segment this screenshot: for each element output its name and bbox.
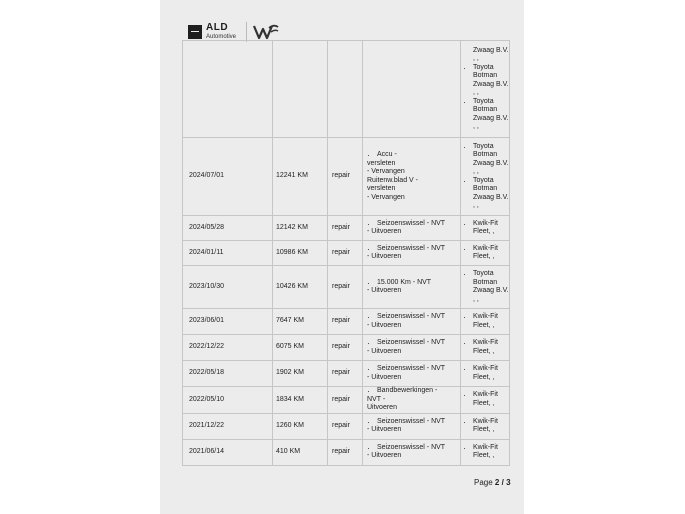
description-line: - Uitvoeren xyxy=(367,347,402,355)
mileage: 12142 KM xyxy=(273,216,328,241)
description-list xyxy=(367,245,460,254)
vendor-cell xyxy=(461,387,510,414)
description-line: - Uitvoeren xyxy=(367,373,402,381)
table-row xyxy=(183,439,510,465)
description-line: - Uitvoeren xyxy=(367,321,402,329)
service-description xyxy=(363,361,461,387)
description-item xyxy=(377,279,460,288)
vendor-item: • Toyota Botman Zwaag B.V. , , xyxy=(473,98,509,132)
mileage: 7647 KM xyxy=(273,309,328,335)
service-description xyxy=(363,138,461,216)
vendor-cell xyxy=(461,439,510,465)
leaseplan-logo-icon xyxy=(252,22,280,42)
mileage: 6075 KM xyxy=(273,335,328,361)
description-list xyxy=(367,418,460,427)
service-type: repair xyxy=(328,361,363,387)
service-date: 2021/12/22 xyxy=(183,413,273,439)
vendor-list xyxy=(463,418,509,435)
mileage: 10986 KM xyxy=(273,241,328,266)
vendor-item: • Kwik-Fit Fleet, , xyxy=(473,313,509,330)
mileage: 1902 KM xyxy=(273,361,328,387)
description-item xyxy=(377,418,460,427)
service-date: 2021/06/14 xyxy=(183,439,273,465)
vendor-cell xyxy=(461,266,510,309)
description-item xyxy=(377,220,460,229)
vendor-list xyxy=(463,220,509,237)
service-type: repair xyxy=(328,241,363,266)
description-item xyxy=(377,339,460,348)
service-type: repair xyxy=(328,387,363,414)
vendor-cell xyxy=(461,413,510,439)
vendor-item: • Kwik-Fit Fleet, , xyxy=(473,444,509,461)
table-row xyxy=(183,309,510,335)
description-list xyxy=(367,387,460,396)
description-list xyxy=(367,151,460,160)
mileage: 12241 KM xyxy=(273,138,328,216)
vendor-item: • Kwik-Fit Fleet, , xyxy=(473,339,509,356)
vendor-item: • Kwik-Fit Fleet, , xyxy=(473,365,509,382)
service-type: repair xyxy=(328,138,363,216)
service-type: repair xyxy=(328,216,363,241)
empty-cell xyxy=(328,41,363,138)
mileage: 1834 KM xyxy=(273,387,328,414)
description-line: versleten xyxy=(367,185,396,192)
description-first-line: Seizoenswissel - NVT xyxy=(377,219,446,227)
vendor-item: • Toyota Botman Zwaag B.V. , , xyxy=(473,64,509,98)
description-list xyxy=(367,339,460,348)
vendor-list xyxy=(463,365,509,382)
service-date: 2024/01/11 xyxy=(183,241,273,266)
vendor-list xyxy=(463,339,509,356)
description-line: - Uitvoeren xyxy=(367,452,402,459)
description-line: versleten xyxy=(367,159,396,167)
description-line: Ruitenw.blad V - xyxy=(367,176,418,184)
service-description xyxy=(363,335,461,361)
page-total: 3 xyxy=(506,478,511,487)
description-line: Uitvoeren xyxy=(367,404,397,411)
empty-cell xyxy=(183,41,273,138)
brand-subtitle: Automotive xyxy=(206,34,237,40)
vendor-list xyxy=(463,391,509,408)
description-line: - Uitvoeren xyxy=(367,253,402,260)
vendor-cell xyxy=(461,335,510,361)
table-row xyxy=(183,387,510,414)
mileage: 1260 KM xyxy=(273,413,328,439)
service-date: 2023/10/30 xyxy=(183,266,273,309)
description-list xyxy=(367,220,460,229)
description-item xyxy=(377,365,460,374)
service-description xyxy=(363,266,461,309)
page-label: Page xyxy=(474,478,493,487)
description-line: NVT - xyxy=(367,395,386,403)
description-first-line: Seizoenswissel - NVT xyxy=(377,365,446,372)
ald-logo-mark xyxy=(188,25,202,39)
description-item xyxy=(377,387,460,396)
description-item xyxy=(377,444,460,453)
vendor-item: • Kwik-Fit Fleet, , xyxy=(473,418,509,435)
empty-cell xyxy=(363,41,461,138)
table-body xyxy=(183,41,510,466)
vendor-cell xyxy=(461,241,510,266)
description-first-line: Seizoenswissel - NVT xyxy=(377,244,446,252)
service-description xyxy=(363,216,461,241)
description-item xyxy=(377,245,460,254)
service-description xyxy=(363,439,461,465)
service-type: repair xyxy=(328,309,363,335)
vendor-list xyxy=(463,245,509,262)
vendor-cell xyxy=(461,216,510,241)
table-row xyxy=(183,335,510,361)
maintenance-history-table xyxy=(182,40,510,466)
service-type: repair xyxy=(328,335,363,361)
description-first-line: Seizoenswissel - NVT xyxy=(377,417,446,425)
table-row-continued xyxy=(183,41,510,138)
vendor-cell xyxy=(461,41,510,138)
service-type: repair xyxy=(328,266,363,309)
vendor-list xyxy=(463,444,509,461)
description-first-line: Seizoenswissel - NVT xyxy=(377,313,446,320)
service-description xyxy=(363,241,461,266)
vendor-list xyxy=(463,47,509,132)
description-first-line: Seizoenswissel - NVT xyxy=(377,443,446,451)
service-date: 2024/07/01 xyxy=(183,138,273,216)
vendor-item: • Toyota Botman Zwaag B.V. , , xyxy=(473,143,509,177)
vendor-item: • Toyota Botman Zwaag B.V. , , xyxy=(473,177,509,211)
description-item xyxy=(377,151,460,160)
mileage: 10426 KM xyxy=(273,266,328,309)
table-row xyxy=(183,216,510,241)
table-row xyxy=(183,138,510,216)
service-date: 2022/05/10 xyxy=(183,387,273,414)
description-first-line: Accu - xyxy=(377,151,397,158)
vendor-cell xyxy=(461,361,510,387)
vendor-item: • Kwik-Fit Fleet, , xyxy=(473,220,509,237)
brand-name: ALD xyxy=(206,22,229,33)
service-date: 2022/05/18 xyxy=(183,361,273,387)
page-separator: / xyxy=(501,478,504,487)
page-number xyxy=(474,478,511,487)
description-line: - Uitvoeren xyxy=(367,228,402,235)
service-description xyxy=(363,309,461,335)
table-row xyxy=(183,413,510,439)
description-line: - Uitvoeren xyxy=(367,426,402,433)
service-type: repair xyxy=(328,439,363,465)
description-line: - Vervangen xyxy=(367,193,405,201)
vendor-item: • Kwik-Fit Fleet, , xyxy=(473,391,509,408)
description-list xyxy=(367,365,460,374)
description-list xyxy=(367,279,460,288)
description-line: - Vervangen xyxy=(367,168,405,175)
service-description xyxy=(363,387,461,414)
service-description xyxy=(363,413,461,439)
header-divider xyxy=(246,22,247,42)
table-row xyxy=(183,266,510,309)
description-first-line: 15.000 Km - NVT xyxy=(377,278,432,286)
service-type: repair xyxy=(328,413,363,439)
vendor-item: • Toyota Botman Zwaag B.V. , , xyxy=(473,270,509,304)
vendor-list xyxy=(463,143,509,211)
mileage: 410 KM xyxy=(273,439,328,465)
page-current: 2 xyxy=(494,478,500,487)
description-list xyxy=(367,444,460,453)
description-line: - Uitvoeren xyxy=(367,287,402,294)
vendor-list xyxy=(463,313,509,330)
table-row xyxy=(183,361,510,387)
vendor-cell xyxy=(461,138,510,216)
vendor-cell xyxy=(461,309,510,335)
description-first-line: Seizoenswissel - NVT xyxy=(377,339,446,346)
vendor-item: • Kwik-Fit Fleet, , xyxy=(473,245,509,262)
description-item xyxy=(377,313,460,322)
empty-cell xyxy=(273,41,328,138)
service-date: 2024/05/28 xyxy=(183,216,273,241)
vendor-list xyxy=(463,270,509,304)
service-date: 2023/06/01 xyxy=(183,309,273,335)
service-date: 2022/12/22 xyxy=(183,335,273,361)
description-list xyxy=(367,313,460,322)
description-first-line: Bandbewerkingen - xyxy=(377,387,438,394)
table-row xyxy=(183,241,510,266)
vendor-item: Zwaag B.V. , , xyxy=(473,46,509,62)
